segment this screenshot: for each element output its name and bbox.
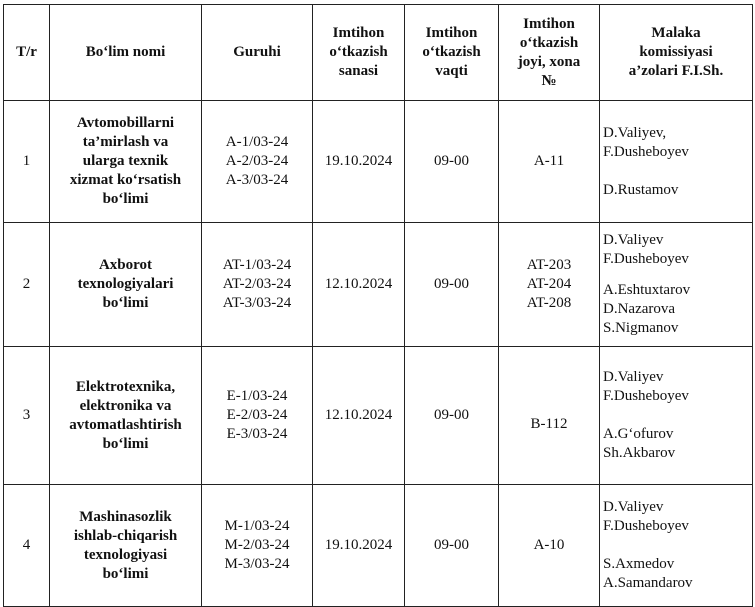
group-code: AT-1/03-24: [222, 257, 292, 273]
header-members-line: komissiyasi: [639, 44, 713, 60]
dept-name: [50, 223, 202, 347]
header-time-line: Imtihon: [425, 25, 478, 41]
dept-line: bo‘limi: [102, 191, 149, 207]
room: AT-204: [526, 276, 572, 292]
rooms-cell: [499, 101, 600, 223]
member: S.Axmedov: [603, 556, 675, 572]
header-place-line: o‘tkazish: [519, 34, 579, 51]
member: F.Dusheboyev: [603, 518, 689, 534]
dept-line: Mashinasozlik: [79, 508, 172, 525]
header-row: [4, 5, 753, 101]
group-code: M-2/03-24: [224, 537, 290, 553]
group-code: A-3/03-24: [225, 172, 289, 188]
header-dept: Bo‘lim nomi: [50, 5, 202, 101]
row-num: 1: [4, 101, 50, 223]
table-row: [4, 101, 753, 223]
group-code: E-1/03-24: [226, 388, 288, 404]
room: A-10: [533, 537, 565, 553]
header-members-line: a’zolari F.I.Sh.: [628, 63, 724, 79]
groups-cell: [202, 485, 313, 607]
dept-line: avtomatlashtirish: [69, 416, 182, 433]
rooms-cell: [499, 347, 600, 485]
exam-time: 09-00: [405, 347, 499, 485]
header-place-line: joyi, xona: [517, 53, 581, 70]
dept-line: Avtomobillarni: [76, 115, 175, 131]
member: F.Dusheboyev: [603, 143, 689, 160]
exam-date: 12.10.2024: [313, 347, 405, 485]
table-row: [4, 347, 753, 485]
groups-cell: [202, 223, 313, 347]
header-date: [313, 5, 405, 101]
member: Sh.Akbarov: [603, 445, 676, 461]
dept-line: bo‘limi: [102, 565, 149, 582]
member: S.Nigmanov: [603, 320, 679, 336]
room: A-11: [533, 153, 565, 169]
exam-time: 09-00: [405, 101, 499, 223]
member: A.G‘ofurov: [603, 426, 674, 442]
table-row: [4, 485, 753, 607]
dept-line: ishlab-chiqarish: [73, 527, 178, 544]
dept-line: xizmat ko‘rsatish: [69, 172, 182, 188]
members-cell: [600, 223, 753, 347]
dept-line: ularga texnik: [82, 153, 169, 169]
member: D.Valiyev: [603, 499, 664, 515]
group-code: A-2/03-24: [225, 153, 289, 169]
header-place: [499, 5, 600, 101]
row-num: 4: [4, 485, 50, 607]
groups-cell: [202, 347, 313, 485]
dept-line: ta’mirlash va: [82, 134, 169, 150]
room: B-112: [530, 416, 568, 432]
dept-line: Axborot: [98, 257, 153, 273]
row-num: 3: [4, 347, 50, 485]
dept-line: texnologiyasi: [83, 546, 168, 563]
room: AT-208: [526, 295, 572, 311]
row-num: 2: [4, 223, 50, 347]
rooms-cell: [499, 485, 600, 607]
dept-line: elektronika va: [79, 397, 172, 414]
header-date-line: o‘tkazish: [329, 44, 388, 60]
member: D.Valiyev: [603, 232, 664, 248]
member: A.Samandarov: [603, 575, 693, 591]
rooms-cell: [499, 223, 600, 347]
members-cell: [600, 347, 753, 485]
header-group: Guruhi: [202, 5, 313, 101]
exam-date: 19.10.2024: [313, 101, 405, 223]
exam-time: 09-00: [405, 485, 499, 607]
header-date-line: sanasi: [338, 63, 379, 79]
member: F.Dusheboyev: [603, 388, 689, 404]
exam-date: 12.10.2024: [313, 223, 405, 347]
table-row: [4, 223, 753, 347]
group-code: E-3/03-24: [226, 426, 288, 442]
header-date-line: Imtihon: [332, 25, 385, 41]
groups-cell: [202, 101, 313, 223]
dept-line: Elektrotexnika,: [75, 378, 176, 395]
header-members-line: Malaka: [651, 25, 701, 41]
dept-name: [50, 101, 202, 223]
group-code: E-2/03-24: [226, 407, 288, 423]
header-place-line: №: [541, 72, 557, 89]
dept-line: bo‘limi: [102, 295, 149, 311]
header-place-line: Imtihon: [523, 15, 575, 32]
member: D.Valiyev: [603, 369, 664, 385]
header-num: T/r: [4, 5, 50, 101]
dept-name: [50, 485, 202, 607]
dept-line: texnologiyalari: [77, 276, 174, 292]
members-cell: [600, 101, 753, 223]
member: A.Eshtuxtarov: [603, 282, 691, 298]
header-members: [600, 5, 753, 101]
header-time: [405, 5, 499, 101]
member: D.Rustamov: [603, 181, 679, 198]
exam-time: 09-00: [405, 223, 499, 347]
member: F.Dusheboyev: [603, 251, 689, 267]
header-time-line: o‘tkazish: [422, 44, 481, 60]
exam-schedule-table: [3, 4, 753, 607]
dept-line: bo‘limi: [102, 435, 149, 452]
group-code: M-3/03-24: [224, 556, 290, 572]
group-code: AT-2/03-24: [222, 276, 292, 292]
member: D.Valiyev,: [603, 124, 667, 141]
room: AT-203: [526, 257, 572, 273]
member: D.Nazarova: [603, 301, 676, 317]
group-code: AT-3/03-24: [222, 295, 292, 311]
dept-name: [50, 347, 202, 485]
members-cell: [600, 485, 753, 607]
group-code: M-1/03-24: [224, 518, 290, 534]
group-code: A-1/03-24: [225, 134, 289, 150]
exam-date: 19.10.2024: [313, 485, 405, 607]
header-time-line: vaqti: [435, 63, 468, 79]
